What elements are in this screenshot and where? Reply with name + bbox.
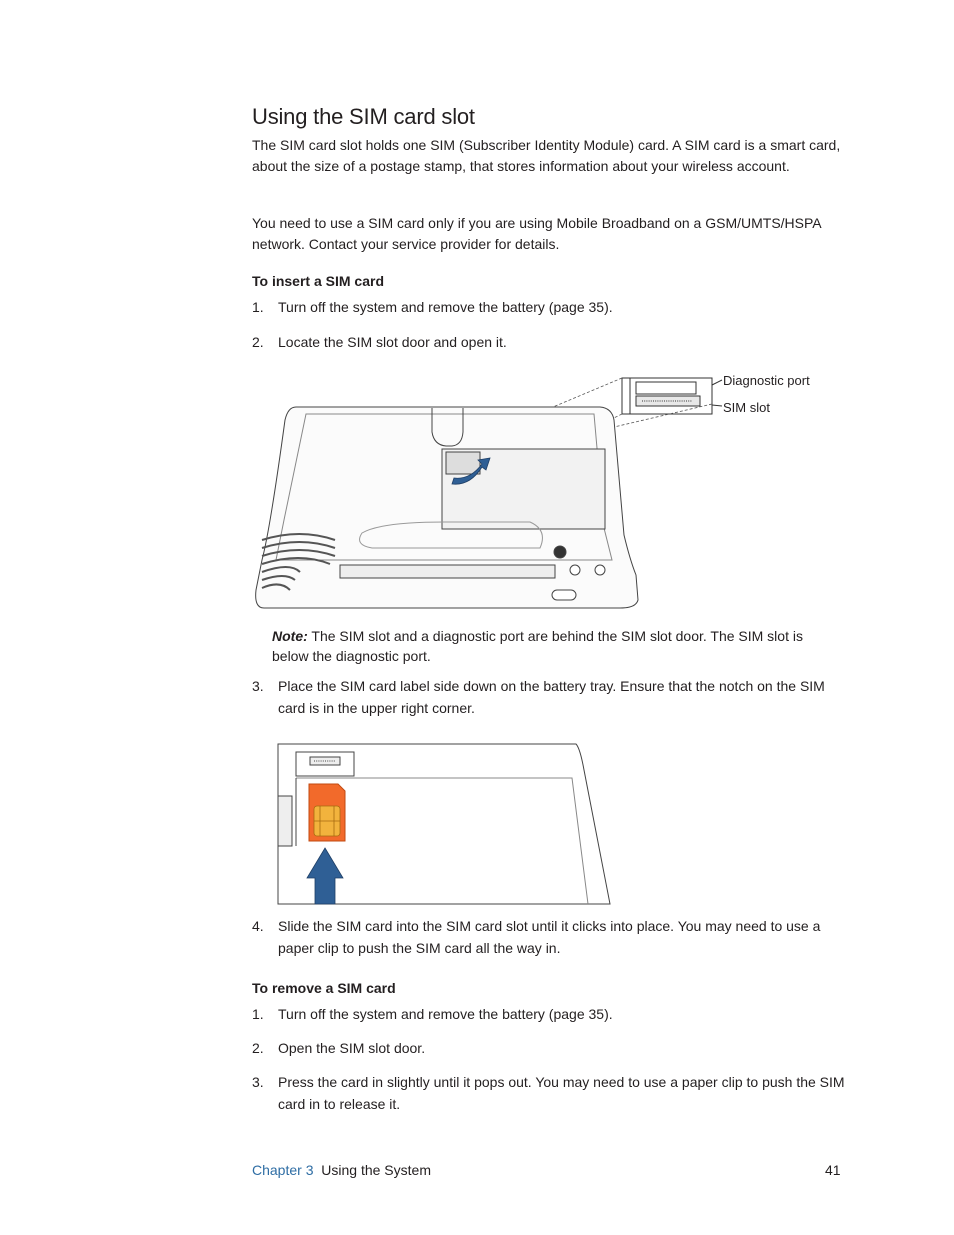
step-text: Place the SIM card label side down on the battery tray. Ensure that the notch on the SIM card is in the upper right corner. (278, 678, 825, 716)
step-number: 1. (252, 1006, 264, 1022)
step-text: Press the card in slightly until it pops out. You may need to use a paper clip to push the SIM card in to release it. (278, 1074, 845, 1112)
remove-step-2 (252, 1037, 852, 1059)
step-number: 2. (252, 334, 264, 350)
intro-paragraph-1: The SIM card slot holds one SIM (Subscriber Identity Module) card. A SIM card is a smart card, about the size of a postage stamp, that stores information about your wireless account. (252, 137, 841, 174)
step-number: 2. (252, 1040, 264, 1056)
callout-diagnostic-port: Diagnostic port (723, 373, 810, 388)
note-label: Note: (272, 628, 308, 644)
step-number: 1. (252, 299, 264, 315)
insert-step-4 (252, 915, 852, 959)
page-title: Using the SIM card slot (252, 104, 475, 129)
sim-card-icon (309, 784, 345, 841)
step-text: Locate the SIM slot door and open it. (278, 334, 507, 350)
step-text: Turn off the system and remove the battery (page 35). (278, 299, 613, 315)
note-text: The SIM slot and a diagnostic port are behind the SIM slot door. The SIM slot is below the diagnostic port. (272, 628, 803, 664)
remove-step-3 (252, 1071, 852, 1115)
intro-paragraph-2: You need to use a SIM card only if you are using Mobile Broadband on a GSM/UMTS/HSPA network. Contact your service provider for details. (252, 215, 821, 252)
insert-heading: To insert a SIM card (252, 273, 384, 289)
callout-sim-slot: SIM slot (723, 400, 770, 415)
step-number: 3. (252, 678, 264, 694)
step-number: 4. (252, 918, 264, 934)
footer-section-title: Using the System (321, 1162, 431, 1178)
step-text: Slide the SIM card into the SIM card slot until it clicks into place. You may need to use a paper clip to push the SIM card all the way in. (278, 918, 821, 956)
footer-chapter (252, 1162, 431, 1178)
step-number: 3. (252, 1074, 264, 1090)
remove-heading: To remove a SIM card (252, 980, 396, 996)
step-text: Turn off the system and remove the battery (page 35). (278, 1006, 613, 1022)
page-number: 41 (825, 1162, 841, 1178)
footer-chapter-label: Chapter 3 (252, 1162, 314, 1178)
step-text: Open the SIM slot door. (278, 1040, 426, 1056)
remove-step-1 (252, 1003, 852, 1025)
